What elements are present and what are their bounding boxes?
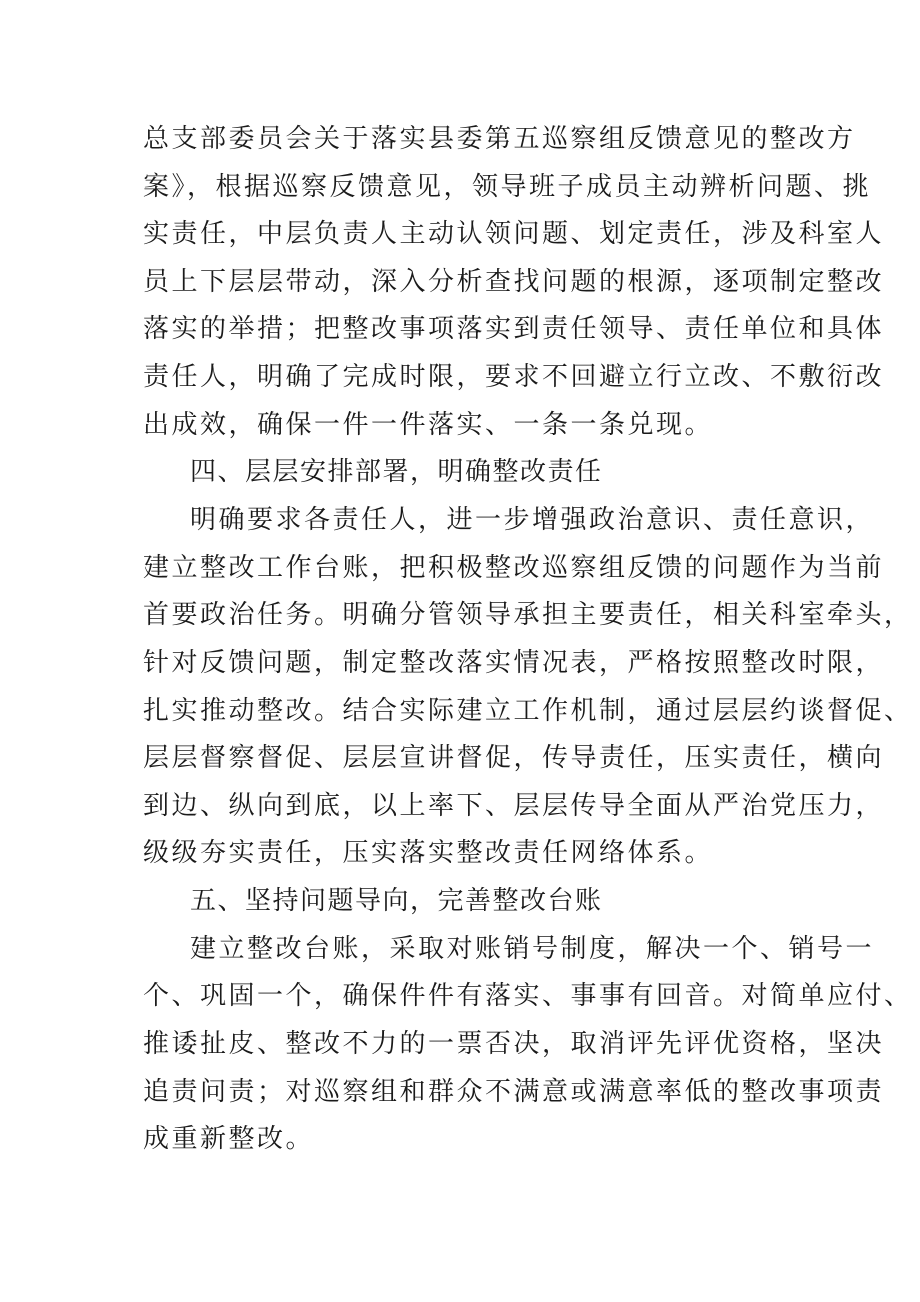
paragraph-line: 针对反馈问题，制定整改落实情况表，严格按照整改时限， xyxy=(143,648,885,678)
paragraph-line: 出成效，确保一件一件落实、一条一条兑现。 xyxy=(143,410,714,440)
paragraph-line: 首要政治任务。明确分管领导承担主要责任，相关科室牵头， xyxy=(143,600,913,630)
paragraph-line: 扎实推动整改。结合实际建立工作机制，通过层层约谈督促、 xyxy=(143,696,913,726)
paragraph-line: 落实的举措；把整改事项落实到责任领导、责任单位和具体 xyxy=(143,314,885,344)
section-heading: 五、坚持问题导向，完善整改台账 xyxy=(190,886,603,916)
paragraph-line: 明确要求各责任人，进一步增强政治意识、责任意识， xyxy=(190,505,875,535)
paragraph-line: 员上下层层带动，深入分析查找问题的根源，逐项制定整改 xyxy=(143,267,885,297)
paragraph-line: 案》，根据巡察反馈意见，领导班子成员主动辨析问题、挑 xyxy=(143,172,872,202)
paragraph-line: 级级夯实责任，压实落实整改责任网络体系。 xyxy=(143,838,714,868)
paragraph-line: 追责问责；对巡察组和群众不满意或满意率低的整改事项责 xyxy=(143,1077,885,1107)
section-heading: 四、层层安排部署，明确整改责任 xyxy=(190,457,603,487)
paragraph-line: 责任人，明确了完成时限，要求不回避立行立改、不敷衍改 xyxy=(143,362,885,392)
paragraph-line: 到边、纵向到底，以上率下、层层传导全面从严治党压力， xyxy=(143,791,885,821)
paragraph-line: 总支部委员会关于落实县委第五巡察组反馈意见的整改方 xyxy=(143,124,856,154)
paragraph-line: 层层督察督促、层层宣讲督促，传导责任，压实责任，横向 xyxy=(143,743,885,773)
paragraph-line: 建立整改工作台账，把积极整改巡察组反馈的问题作为当前 xyxy=(143,553,885,583)
paragraph-line: 个、巩固一个，确保件件有落实、事事有回音。对简单应付、 xyxy=(143,981,913,1011)
paragraph-line: 实责任，中层负责人主动认领问题、划定责任，涉及科室人 xyxy=(143,219,885,249)
paragraph-line: 成重新整改。 xyxy=(143,1124,315,1154)
paragraph-line: 推诿扯皮、整改不力的一票否决，取消评先评优资格，坚决 xyxy=(143,1029,885,1059)
paragraph-line: 建立整改台账，采取对账销号制度，解决一个、销号一 xyxy=(190,934,875,964)
